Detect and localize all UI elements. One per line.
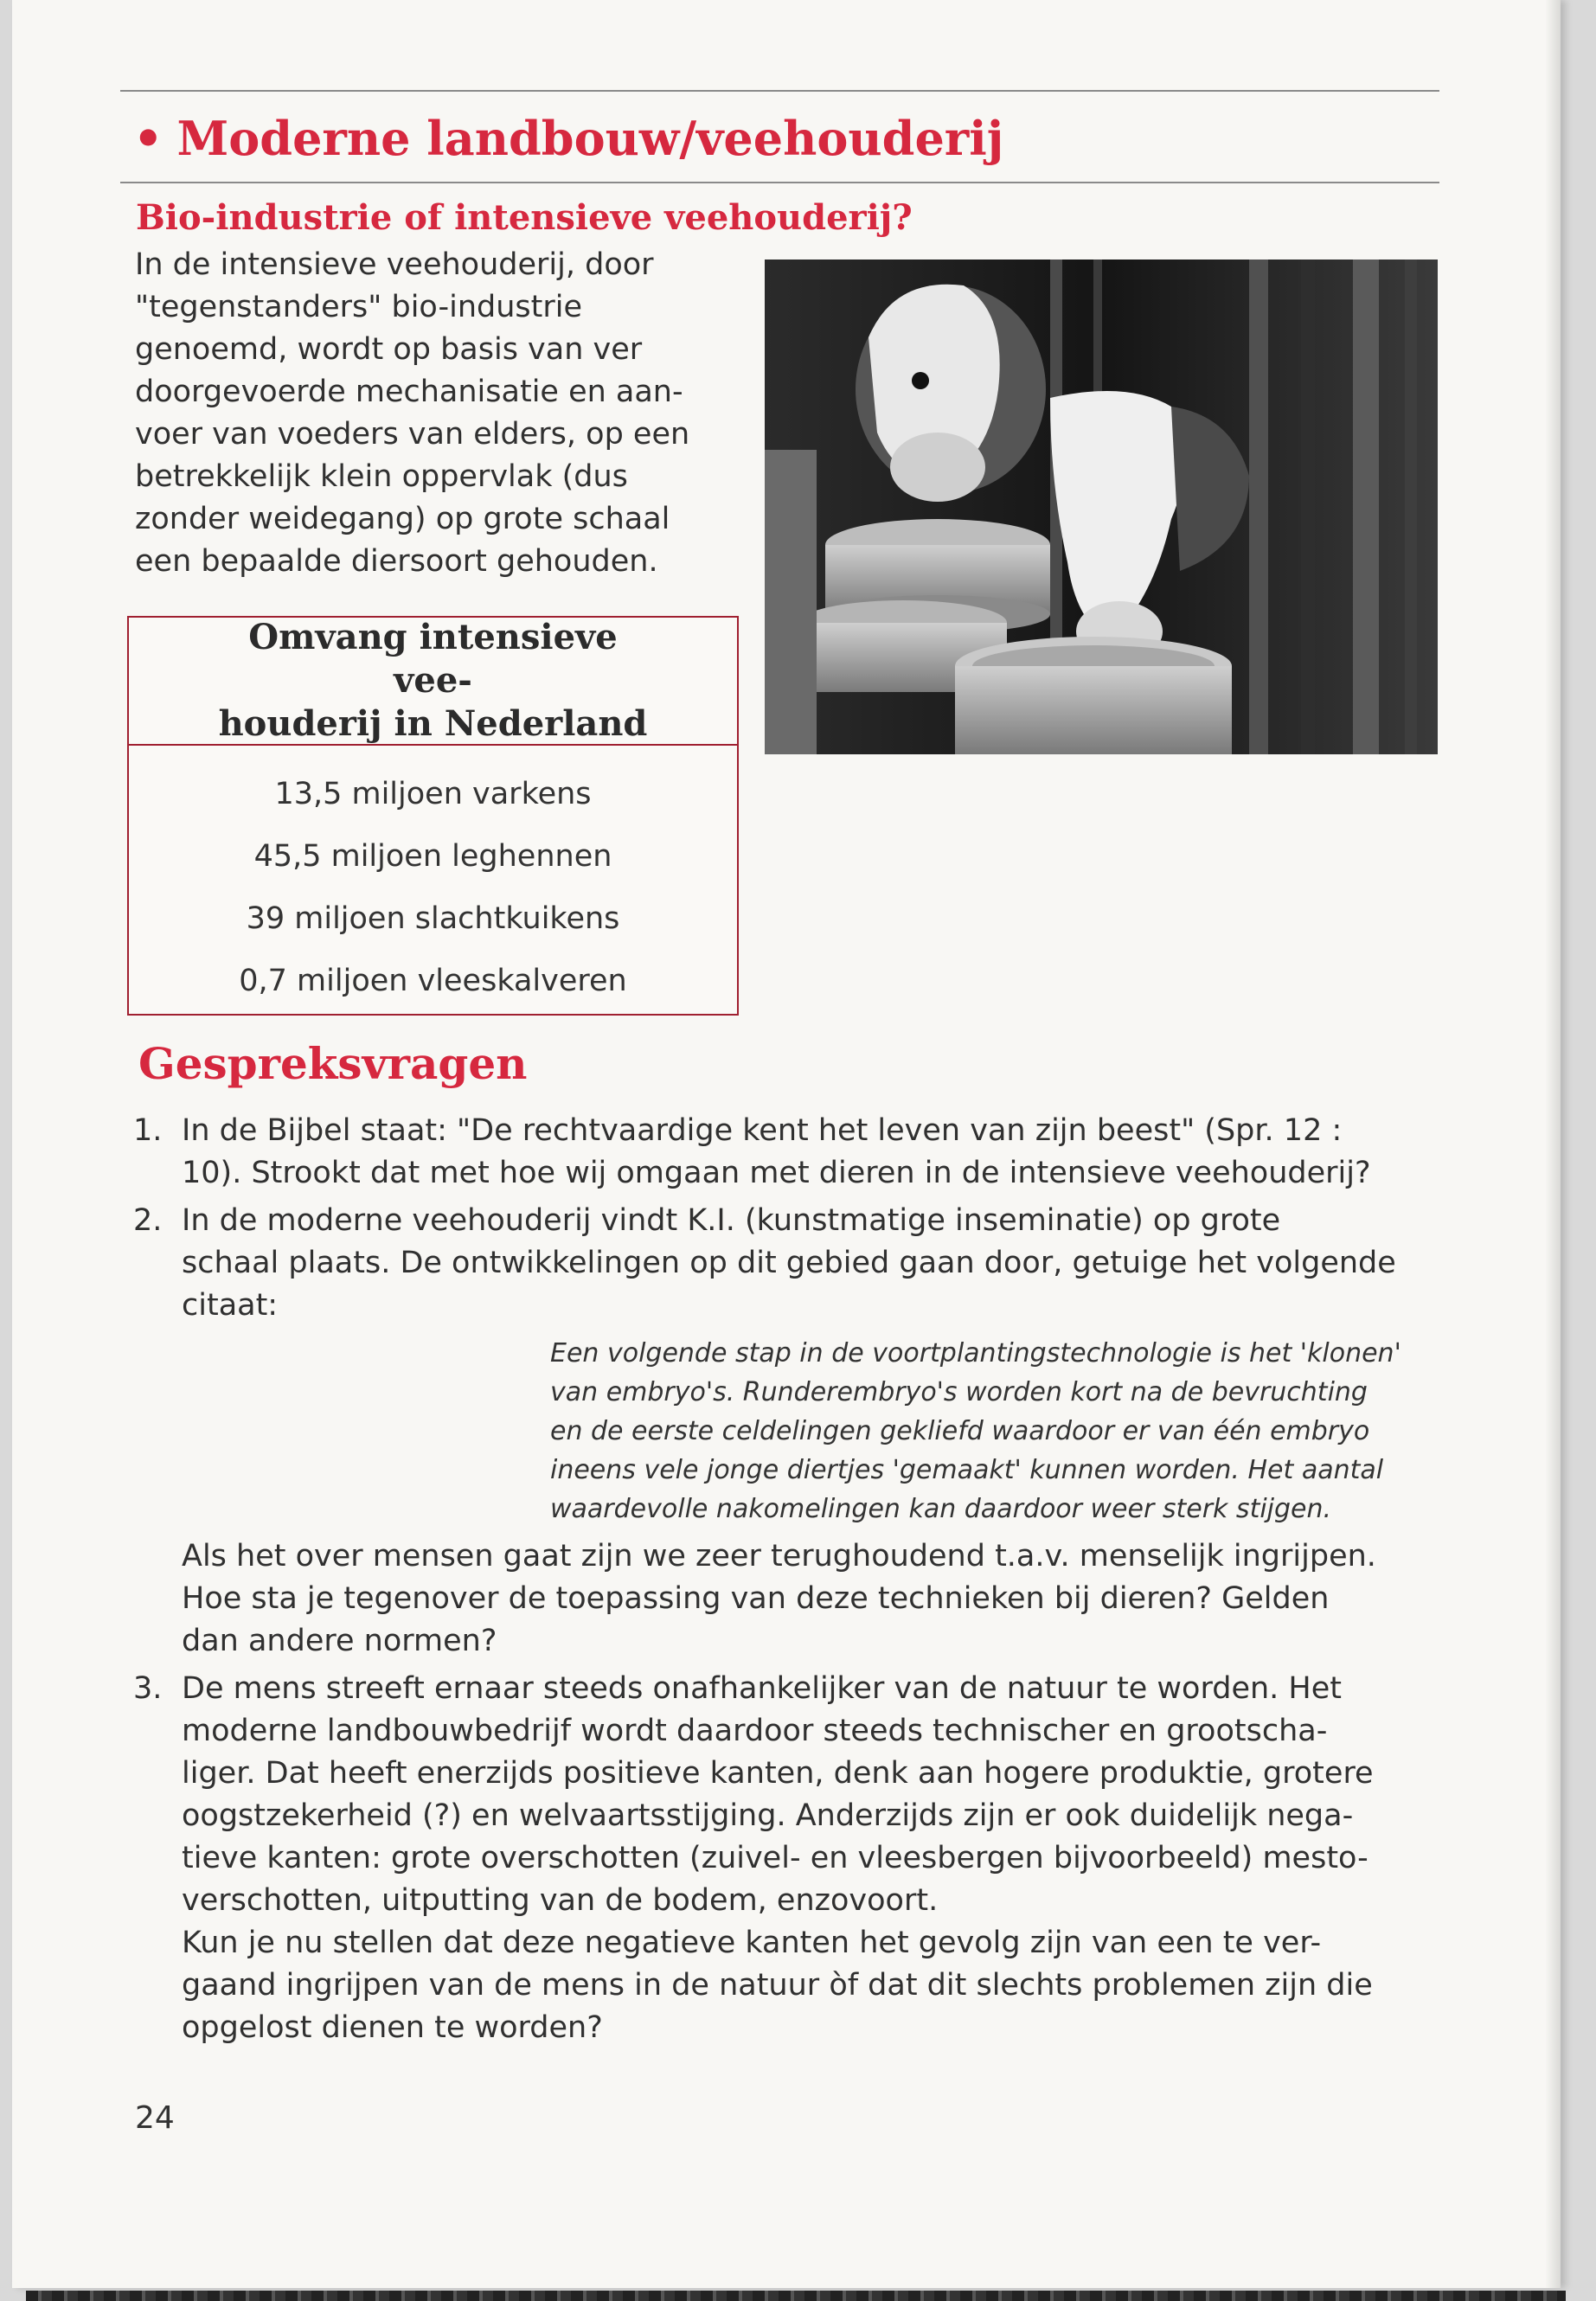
quote-line: ineens vele jonge diertjes 'gemaakt' kunnen worden. Het aantal [550,1455,1384,1485]
section-title [133,111,1003,166]
question-line: tieve kanten: grote overschotten (zuivel- en vleesbergen bijvoorbeeld) mesto- [182,1841,1368,1875]
statistics-item: 0,7 miljoen vleeskalveren [239,964,627,998]
statistics-box-title [208,616,658,746]
statistics-box-header [129,618,737,746]
box-title-line: Omvang intensieve vee- [248,617,618,701]
box-title-line: houderij in Nederland [218,703,648,744]
question-line: De mens streeft ernaar steeds onafhankelijker van de natuur te worden. Het [182,1671,1342,1706]
subtitle: Bio-industrie of intensieve veehouderij? [136,197,913,238]
question-line: 10). Strookt dat met hoe wij omgaan met dieren in de intensieve veehouderij? [182,1156,1371,1190]
intro-line: voer van voeders van elders, op een [135,417,690,452]
quote-line: en de eerste celdelingen gekliefd waardoor er van één embryo [550,1416,1370,1446]
statistics-item: 45,5 miljoen leghennen [253,839,612,874]
question-line: In de moderne veehouderij vindt K.I. (kunstmatige inseminatie) op grote [182,1203,1281,1238]
page-edge-shadow [1545,0,1561,2288]
intro-line: "tegenstanders" bio-industrie [135,290,583,324]
questions-list [133,1110,1439,2054]
page [12,0,1561,2288]
followup-line: opgelost dienen te worden? [182,2010,603,2045]
followup-line: dan andere normen? [182,1624,497,1658]
statistics-list [129,746,737,1012]
citation-quote [550,1334,1476,1529]
question-number: 2. [133,1203,163,1238]
question-line: moderne landbouwbedrijf wordt daardoor steeds technischer en grootscha- [182,1714,1328,1748]
question-line: citaat: [182,1288,279,1323]
question-number: 1. [133,1113,163,1148]
scan-bottom-edge [26,2291,1566,2301]
question-3 [133,1668,1439,2049]
question-followup [182,1922,1439,2049]
gespreksvragen-title: Gespreksvragen [138,1038,528,1089]
title-bullet: • [133,111,163,166]
intro-line: genoemd, wordt op basis van ver [135,332,643,367]
question-line: In de Bijbel staat: "De rechtvaardige kent het leven van zijn beest" (Spr. 12 : [182,1113,1343,1148]
question-line: liger. Dat heeft enerzijds positieve kanten, denk aan hogere produktie, grotere [182,1756,1374,1791]
intro-line: betrekkelijk klein oppervlak (dus [135,459,628,494]
section-title-text: Moderne landbouw/veehouderij [176,111,1004,166]
intro-line: een bepaalde diersoort gehouden. [135,544,658,579]
intro-line: doorgevoerde mechanisatie en aan- [135,375,683,409]
quote-line: van embryo's. Runderembryo's worden kort na de bevruchting [550,1377,1368,1407]
question-followup [182,1535,1439,1663]
page-number: 24 [135,2100,175,2136]
followup-line: gaand ingrijpen van de mens in de natuur òf dat dit slechts problemen zijn die [182,1968,1373,2003]
calves-photo [765,260,1438,754]
top-rule [120,90,1439,92]
statistics-item: 13,5 miljoen varkens [274,777,592,811]
question-1 [133,1110,1439,1195]
question-number: 3. [133,1671,163,1706]
question-2 [133,1200,1439,1663]
statistics-box [127,616,739,1016]
intro-line: zonder weidegang) op grote schaal [135,502,670,536]
question-line: oogstzekerheid (?) en welvaartsstijging. Anderzijds zijn er ook duidelijk nega- [182,1798,1354,1833]
followup-line: Als het over mensen gaat zijn we zeer terughoudend t.a.v. menselijk ingrijpen. [182,1539,1376,1574]
quote-line: waardevolle nakomelingen kan daardoor weer sterk stijgen. [550,1494,1332,1524]
intro-paragraph [135,244,740,583]
question-line: verschotten, uitputting van de bodem, enzovoort. [182,1883,939,1918]
intro-line: In de intensieve veehouderij, door [135,247,654,282]
calves-photo-illustration [765,260,1438,754]
quote-line: Een volgende stap in de voortplantingstechnologie is het 'klonen' [550,1338,1401,1368]
statistics-item: 39 miljoen slachtkuikens [246,901,620,936]
followup-line: Hoe sta je tegenover de toepassing van deze technieken bij dieren? Gelden [182,1581,1330,1616]
title-bottom-rule [120,182,1439,183]
question-line: schaal plaats. De ontwikkelingen op dit gebied gaan door, getuige het volgende [182,1246,1396,1280]
followup-line: Kun je nu stellen dat deze negatieve kanten het gevolg zijn van een te ver- [182,1926,1322,1960]
